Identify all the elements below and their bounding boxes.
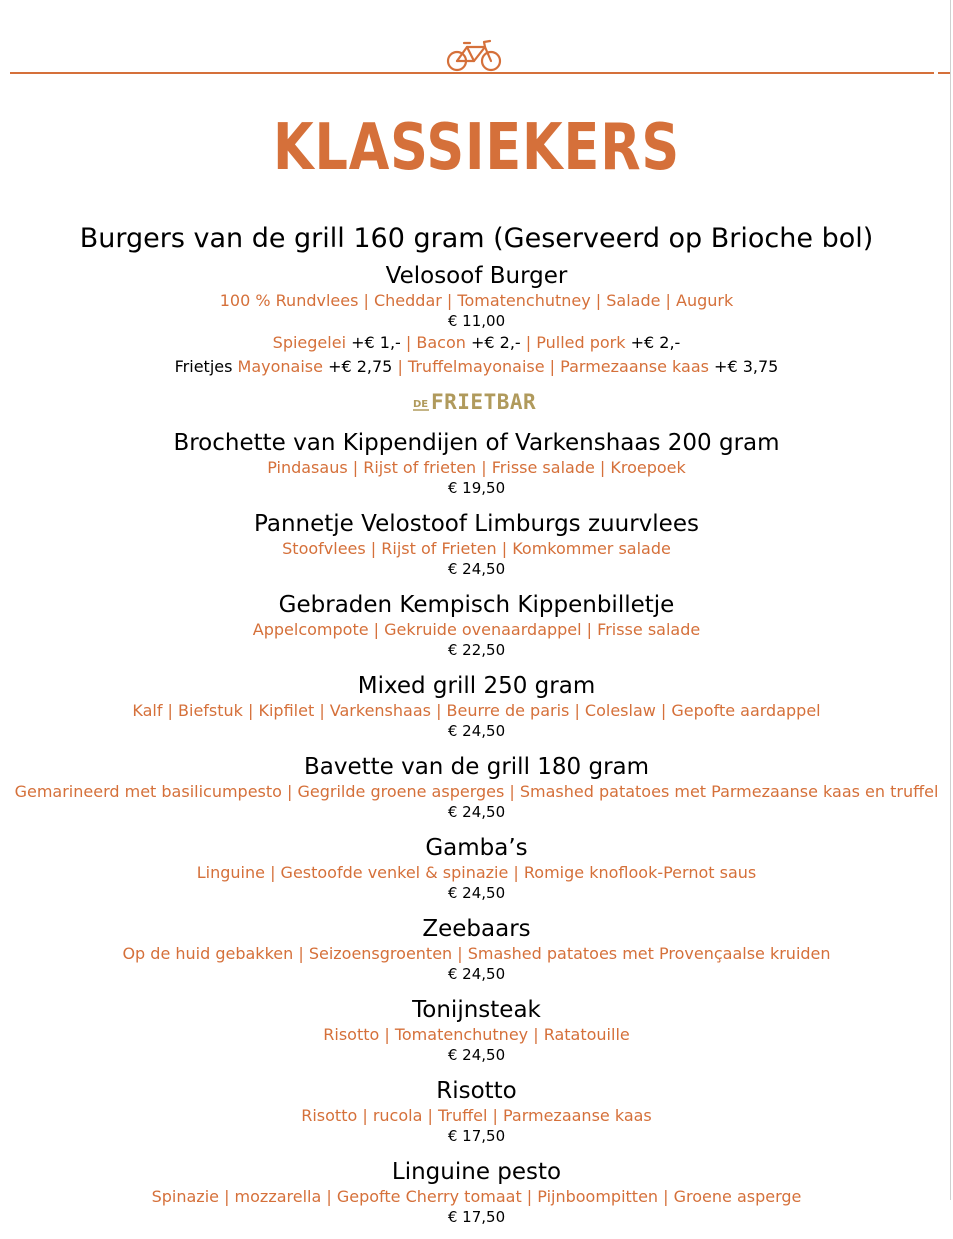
dish-description: Linguine | Gestoofde venkel & spinazie | Romige knoflook-Pernot saus (196, 863, 757, 882)
dish-item (0, 591, 953, 660)
header-rule-tail (938, 72, 950, 74)
dish-name: Gebraden Kempisch Kippenbilletje (278, 592, 675, 618)
dish-name: Gamba’s (425, 835, 528, 861)
dish-price: € 24,50 (447, 1046, 506, 1064)
extras-segment: | Bacon (400, 333, 471, 352)
bicycle-icon (446, 38, 502, 72)
dish-description: Op de huid gebakken | Seizoensgroenten | Smashed patatoes met Provençaalse kruiden (122, 944, 831, 963)
dish-price: € 24,50 (447, 560, 506, 578)
dish-item (0, 510, 953, 579)
logo-name: FRIETBAR (430, 390, 536, 414)
dish-name: Mixed grill 250 gram (357, 673, 596, 699)
extras-segment: +€ 2,- (470, 333, 521, 352)
dish-name: Velosoof Burger (385, 263, 568, 289)
dish-description: Spinazie | mozzarella | Gepofte Cherry tomaat | Pijnboompitten | Groene asperge (151, 1187, 802, 1206)
section-heading: Burgers van de grill 160 gram (Geserveerd op Brioche bol) (79, 223, 874, 254)
dish-item (0, 915, 953, 984)
page-title: KLASSIEKERS (272, 111, 681, 185)
dish-item (0, 672, 953, 741)
frietbar-logo (0, 385, 953, 415)
dish-description: Kalf | Biefstuk | Kipfilet | Varkenshaas | Beurre de paris | Coleslaw | Gepofte aardappel (132, 701, 821, 720)
extras-segment: +€ 3,75 (714, 357, 779, 376)
extras-segment: Spiegelei (272, 333, 352, 352)
dish-price: € 24,50 (447, 803, 506, 821)
dish-price: € 24,50 (447, 884, 506, 902)
dish-item (0, 429, 953, 498)
extras-segment: +€ 2,- (630, 333, 681, 352)
dish-description: Risotto | rucola | Truffel | Parmezaanse kaas (301, 1106, 652, 1125)
dish-item (0, 1077, 953, 1146)
dish-price: € 17,50 (447, 1127, 506, 1145)
cut-off-text (474, 1192, 479, 1211)
dish-price: € 24,50 (447, 722, 506, 740)
dish-name: Tonijnsteak (412, 997, 541, 1023)
dish-item (0, 834, 953, 903)
dish-description: 100 % Rundvlees | Cheddar | Tomatenchutney | Salade | Augurk (219, 291, 734, 310)
dish-price: € 22,50 (447, 641, 506, 659)
dish-description: Appelcompote | Gekruide ovenaardappel | Frisse salade (252, 620, 701, 639)
logo-prefix: DE (412, 399, 428, 410)
dish-name: Brochette van Kippendijen of Varkenshaas 200 gram (173, 430, 780, 456)
cut-off-line (0, 1192, 953, 1212)
dish-name: Risotto (436, 1078, 517, 1104)
dish-name: Linguine pesto (391, 1159, 562, 1185)
dish-description: Stoofvlees | Rijst of Frieten | Komkommer salade (282, 539, 671, 558)
extras-segment: | Pulled pork (520, 333, 631, 352)
dish-name: Bavette van de grill 180 gram (303, 754, 650, 780)
extras-segment: +€ 2,75 (328, 357, 393, 376)
dish-price: € 11,00 (447, 312, 506, 330)
dish-description: Gemarineerd met basilicumpesto | Gegrilde groene asperges | Smashed patatoes met Parmezaanse kaas en truffel (14, 782, 939, 801)
dish-item (0, 996, 953, 1065)
menu-content (0, 220, 953, 1239)
burger-item (0, 262, 953, 379)
frietbar-logo-image (407, 385, 547, 415)
fries-extras (0, 355, 953, 379)
extras-segment: +€ 1,- (351, 333, 401, 352)
dish-price: € 24,50 (447, 965, 506, 983)
extras-segment: Frietjes (174, 357, 238, 376)
dish-description: Risotto | Tomatenchutney | Ratatouille (323, 1025, 630, 1044)
extras-segment: Mayonaise (237, 357, 329, 376)
dish-name: Pannetje Velostoof Limburgs zuurvlees (254, 511, 699, 537)
header-rule (10, 72, 934, 74)
dish-price: € 19,50 (447, 479, 506, 497)
dish-name: Zeebaars (422, 916, 531, 942)
extras-segment: | Truffelmayonaise | Parmezaanse kaas (392, 357, 715, 376)
dish-list (0, 429, 953, 1227)
dish-description: Pindasaus | Rijst of frieten | Frisse salade | Kroepoek (267, 458, 686, 477)
burger-extras (0, 331, 953, 355)
dish-price: € 17,50 (447, 1208, 506, 1226)
dish-item (0, 753, 953, 822)
